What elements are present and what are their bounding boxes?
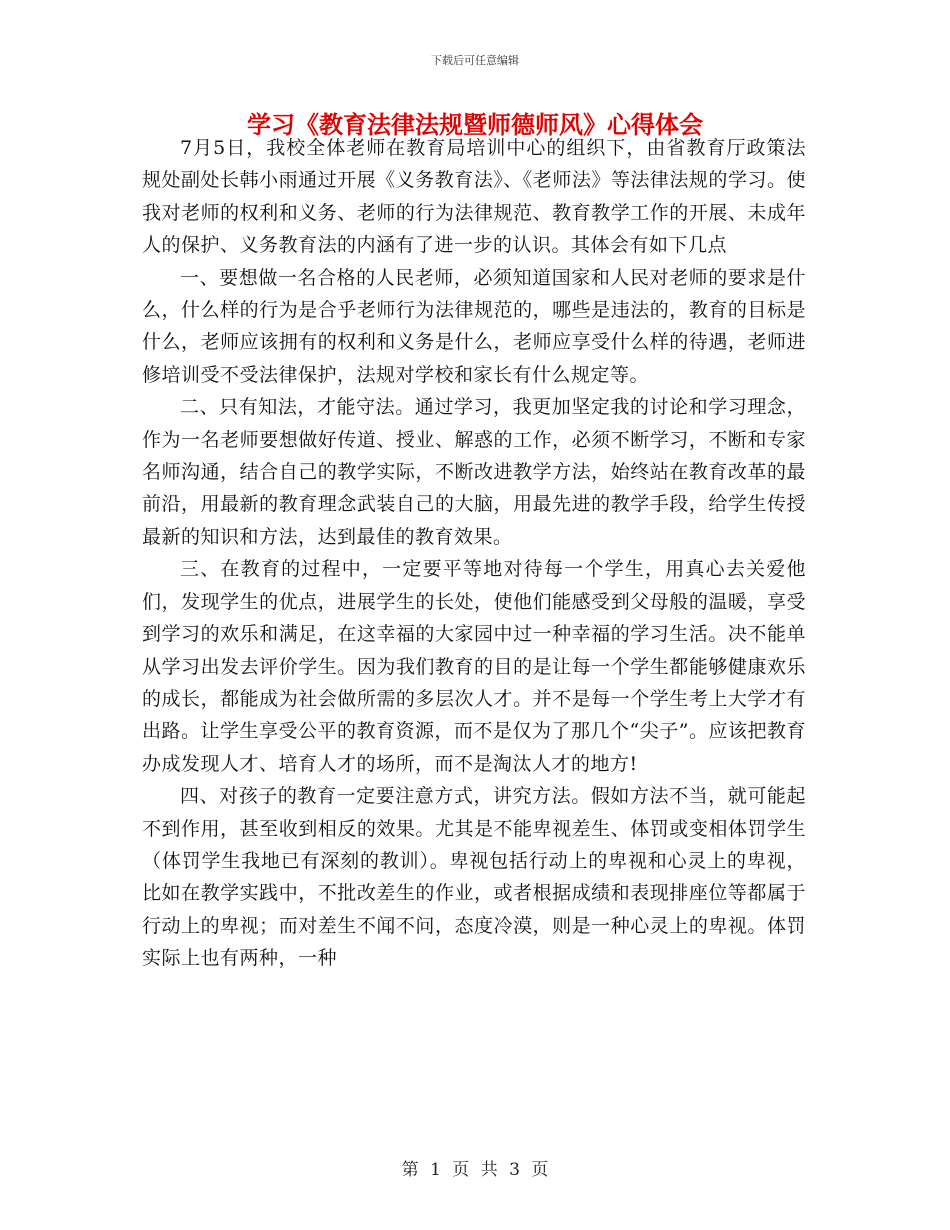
page-header-note: 下载后可任意编辑 xyxy=(431,54,519,67)
paragraph-point-1: 一、要想做一名合格的人民老师，必须知道国家和人民对老师的要求是什么，什么样的行为是合乎老师行为法律规范的，哪些是违法的，教育的目标是什么，老师应该拥有的权利和义务是什么，老师应享受什么样的待遇，老师进修培训受不受法律保护，法规对学校和家长有什么规定等。 xyxy=(142,266,806,386)
document-title: 学习《教育法律法规暨师德师风》心得体会 xyxy=(247,110,703,139)
paragraph-point-2: 二、只有知法，才能守法。通过学习，我更加坚定我的讨论和学习理念，作为一名老师要想做好传道、授业、解惑的工作，必须不断学习，不断和专家名师沟通，结合自己的教学实际，不断改进教学方法，始终站在教育改革的最前沿，用最新的教育理念武装自己的大脑，用最先进的教学手段，给学生传授最新的知识和方法，达到最佳的教育效果。 xyxy=(142,396,806,548)
document-body xyxy=(142,132,806,975)
paragraph-point-3: 三、在教育的过程中，一定要平等地对待每一个学生，用真心去关爱他们，发现学生的优点，进展学生的长处，使他们能感受到父母般的温暖，享受到学习的欢乐和满足，在这幸福的大家园中过一种幸福的学习生活。决不能单从学习出发去评价学生。因为我们教育的目的是让每一个学生都能够健康欢乐的成长，都能成为社会做所需的多层次人才。并不是每一个学生考上大学才有出路。让学生享受公平的教育资源，而不是仅为了那几个“尖子”。应该把教育办成发现人才、培育人才的场所，而不是淘汰人才的地方! xyxy=(142,558,806,775)
page-number-footer: 第 1 页 共 3 页 xyxy=(401,1160,549,1180)
paragraph-point-4: 四、对孩子的教育一定要注意方式，讲究方法。假如方法不当，就可能起不到作用，甚至收到相反的效果。尤其是不能卑视差生、体罚或变相体罚学生（体罚学生我地已有深刻的教训）。卑视包括行动上的卑视和心灵上的卑视，比如在教学实践中，不批改差生的作业，或者根据成绩和表现排座位等都属于行动上的卑视；而对差生不闻不问，态度冷漠，则是一种心灵上的卑视。体罚实际上也有两种，一种 xyxy=(142,785,806,970)
paragraph-intro: 7月5日，我校全体老师在教育局培训中心的组织下，由省教育厅政策法规处副处长韩小雨通过开展《义务教育法》、《老师法》等法律法规的学习。使我对老师的权利和义务、老师的行为法律规范、教育教学工作的开展、未成年人的保护、义务教育法的内涵有了进一步的认识。其体会有如下几点 xyxy=(142,137,806,257)
